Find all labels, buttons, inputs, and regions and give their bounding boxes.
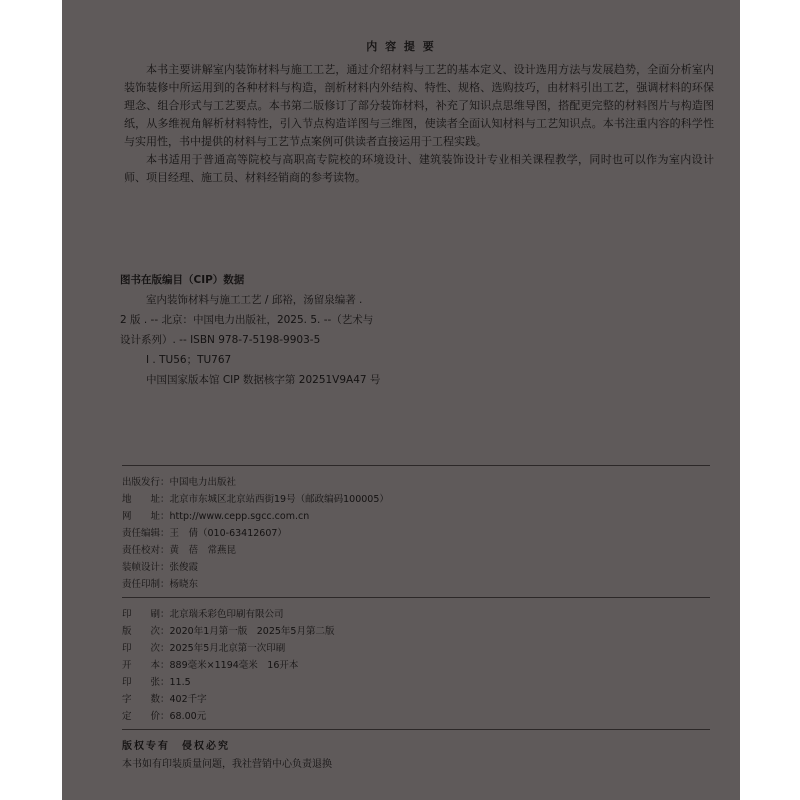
info-value: ：889毫米×1194毫米 16开本 [160,660,299,671]
info-row [122,691,702,708]
info-value: ：黄 蓓 常燕昆 [160,545,237,556]
info-label: 版 次 [122,626,161,637]
info-label: 定 价 [122,711,161,722]
info-value: ：68.00元 [160,711,207,722]
info-value: ：11.5 [160,677,191,688]
info-value: ：中国电力出版社 [160,477,237,488]
cip-block [120,270,680,390]
info-label: 印 刷 [122,609,161,620]
info-label: 责任印制 [122,579,161,590]
info-label: 责任编辑 [122,528,161,539]
info-value: ：北京瑞禾彩色印刷有限公司 [160,609,284,620]
info-value: ：杨晓东 [160,579,199,590]
publishing-info [122,474,702,593]
printing-info [122,606,702,725]
abstract-paragraph: 本书主要讲解室内装饰材料与施工工艺，通过介绍材料与工艺的基本定义、设计选用方法与发展趋势，全面分析室内装饰装修中所运用到的各种材料与构造，剖析材料内外结构、特性、规格、选购技巧，由材料引出工艺，强调材料的环保理念、组合形式与工艺要点。本书第二版修订了部分装饰材料，补充了知识点思维导图，搭配更完整的材料图片与构造图纸，从多维视角解析材料特性，引入节点构造详图与三维图，使读者全面认知材料与工艺知识点。本书注重内容的科学性与实用性，书中提供的材料与工艺节点案例可供读者直接运用于工程实践。 [124,63,714,148]
info-label: 责任校对 [122,545,161,556]
divider [122,465,710,466]
divider [122,729,710,730]
cip-line: 2 版 . -- 北京：中国电力出版社，2025. 5. --（艺术与 [120,314,374,326]
copyright-title: 版权专有 侵权必究 [122,741,230,752]
info-row [122,491,702,508]
info-row [122,640,702,657]
info-row [122,542,702,559]
info-label: 网 址 [122,511,161,522]
divider [122,597,710,598]
cip-line: Ⅰ . TU56；TU767 [146,354,232,366]
cip-line: 中国国家版本馆 CIP 数据核字第 20251V9A47 号 [146,374,381,386]
info-label: 出版发行 [122,477,161,488]
info-label: 地 址 [122,494,161,505]
info-label: 印 张 [122,677,161,688]
copyright-notice: 本书如有印装质量问题，我社营销中心负责退换 [122,759,332,770]
info-row [122,606,702,623]
info-value: ：2025年5月北京第一次印刷 [160,643,286,654]
info-label: 装帧设计 [122,562,161,573]
info-row [122,657,702,674]
abstract-title: 内 容 提 要 [366,40,436,53]
cip-line: 设计系列）. -- ISBN 978-7-5198-9903-5 [120,334,321,346]
copyright-page [62,0,740,800]
info-row [122,576,702,593]
cip-heading: 图书在版编目（CIP）数据 [120,274,245,286]
info-row [122,508,702,525]
info-value: ：王 倩（010-63412607） [160,528,287,539]
info-label: 印 次 [122,643,161,654]
copyright-block [122,738,702,774]
info-row [122,559,702,576]
info-label: 字 数 [122,694,161,705]
info-row [122,623,702,640]
info-row [122,525,702,542]
info-row [122,708,702,725]
cip-line: 室内装饰材料与施工工艺 / 邱裕，汤留泉编著 . [146,294,363,306]
info-value: ：2020年1月第一版 2025年5月第二版 [160,626,335,637]
info-value: ：北京市东城区北京站西街19号（邮政编码100005） [160,494,389,505]
info-value: ：张俊霞 [160,562,199,573]
info-value: ：402千字 [160,694,207,705]
abstract-body [124,61,714,187]
abstract-paragraph: 本书适用于普通高等院校与高职高专院校的环境设计、建筑装饰设计专业相关课程教学，同时也可以作为室内设计师、项目经理、施工员、材料经销商的参考读物。 [124,153,714,184]
info-row [122,474,702,491]
info-value: ：http://www.cepp.sgcc.com.cn [160,511,310,522]
info-label: 开 本 [122,660,161,671]
info-row [122,674,702,691]
